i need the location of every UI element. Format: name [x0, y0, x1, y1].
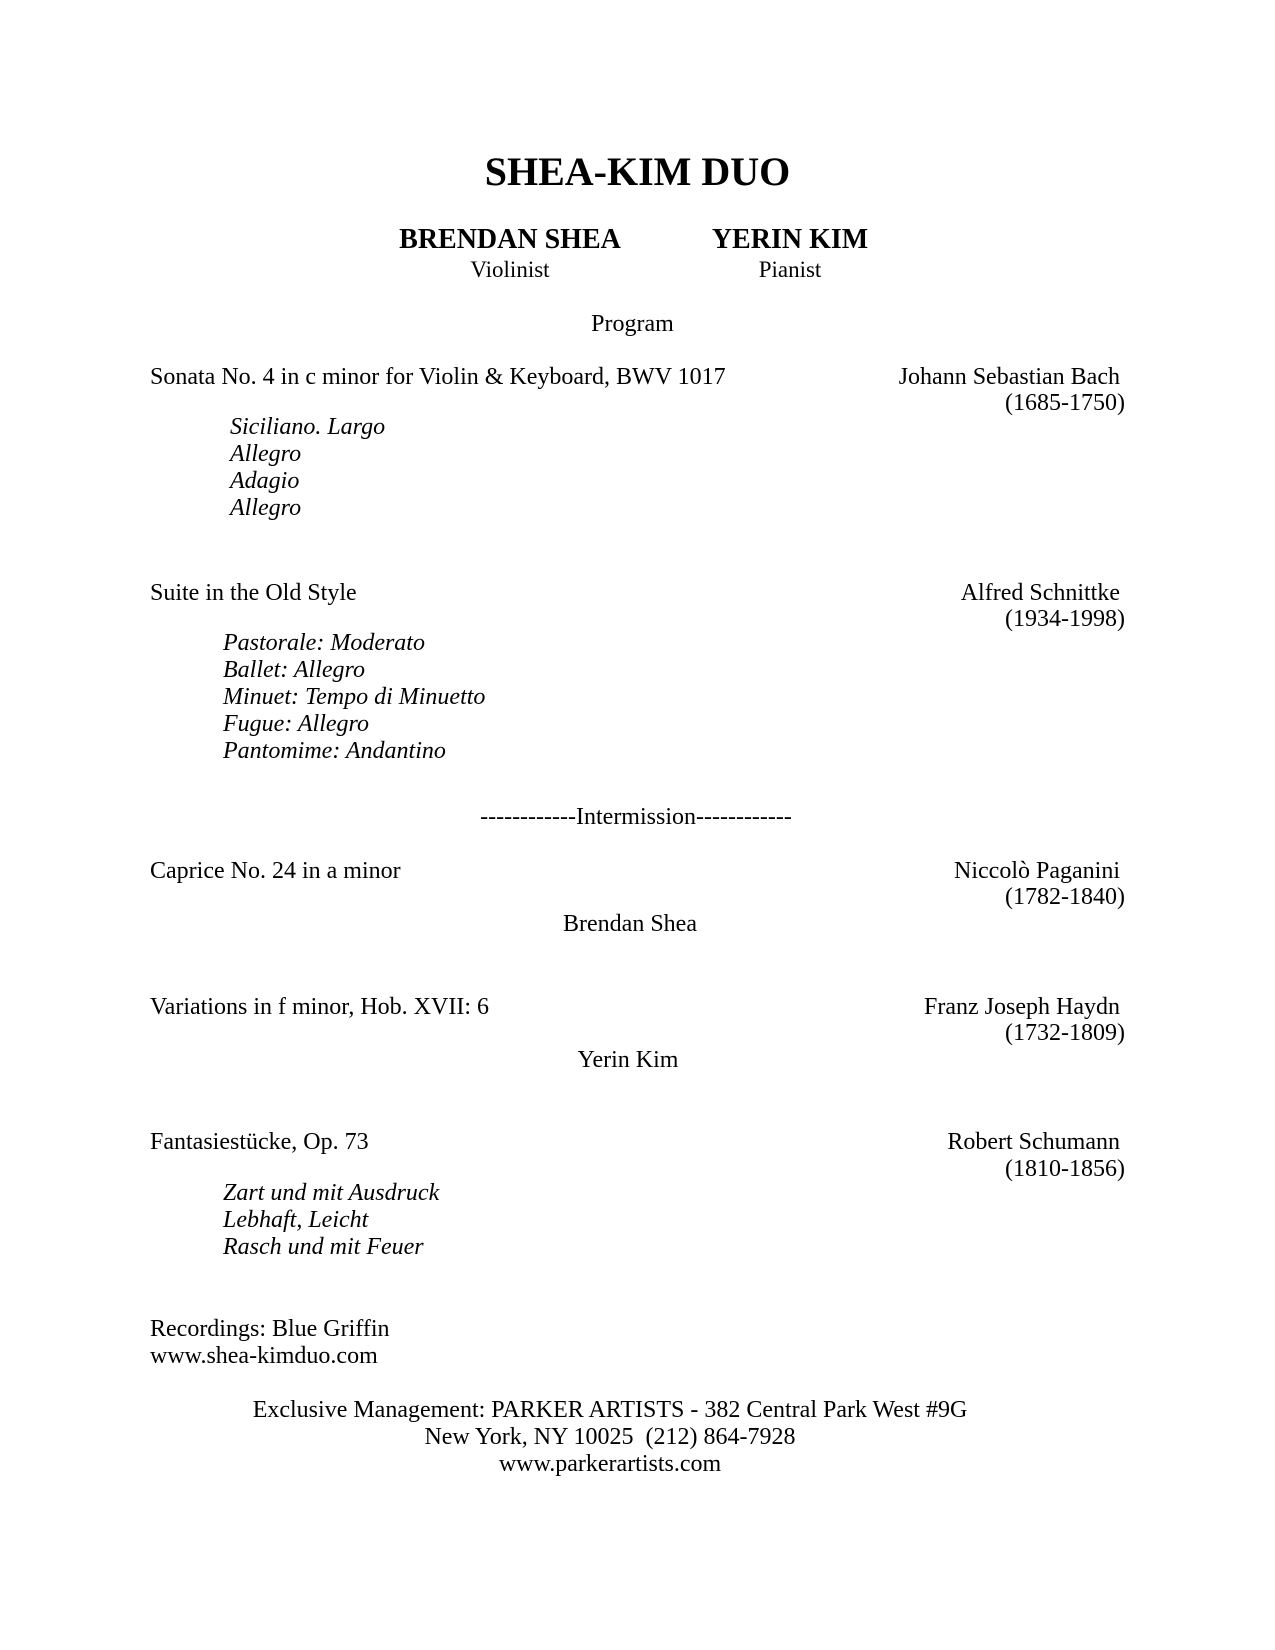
recordings-label: Recordings: Blue Griffin: [150, 1316, 390, 1342]
program-heading: Program: [591, 311, 674, 337]
movement-item: Zart und mit Ausdruck: [223, 1180, 440, 1206]
work-composer-dates: (1782-1840): [1005, 884, 1125, 910]
management-info: [0, 1397, 1220, 1478]
work-title: Sonata No. 4 in c minor for Violin & Keyboard, BWV 1017: [150, 364, 726, 390]
movement-item: Allegro: [230, 495, 302, 521]
movement-item: Lebhaft, Leicht: [223, 1207, 369, 1233]
management-address: New York, NY 10025 (212) 864-7928: [424, 1424, 796, 1450]
movement-item: Rasch und mit Feuer: [223, 1234, 424, 1260]
work-composer: Alfred Schnittke: [960, 580, 1120, 606]
duo-website-link[interactable]: www.shea-kimduo.com: [150, 1343, 378, 1369]
movement-list: [223, 1180, 439, 1261]
movement-item: Fugue: Allegro: [223, 711, 369, 737]
work-performer: Yerin Kim: [577, 1047, 679, 1073]
performer-name-violinist: BRENDAN SHEA: [399, 224, 621, 255]
work-title: Variations in f minor, Hob. XVII: 6: [150, 994, 489, 1020]
work-title: Fantasiestücke, Op. 73: [150, 1129, 369, 1155]
movement-list: [223, 630, 485, 765]
work-composer-dates: (1685-1750): [1005, 390, 1125, 416]
recordings-info: [150, 1316, 390, 1370]
performer-name-pianist: YERIN KIM: [711, 224, 869, 255]
management-line: Exclusive Management: PARKER ARTISTS - 382 Central Park West #9G: [252, 1397, 968, 1423]
work-composer-dates: (1934-1998): [1005, 606, 1125, 632]
work-composer: Niccolò Paganini: [954, 858, 1120, 884]
work-title: Caprice No. 24 in a minor: [150, 858, 401, 884]
management-website-link[interactable]: www.parkerartists.com: [498, 1451, 722, 1477]
performer-role-pianist: Pianist: [758, 257, 822, 282]
work-composer: Robert Schumann: [947, 1129, 1120, 1155]
work-composer: Franz Joseph Haydn: [924, 994, 1120, 1020]
work-title: Suite in the Old Style: [150, 580, 357, 606]
movement-item: Adagio: [230, 468, 300, 494]
intermission-divider: ------------Intermission------------: [480, 804, 792, 830]
work-performer: Brendan Shea: [563, 911, 697, 937]
movement-item: Pastorale: Moderato: [223, 630, 425, 656]
performer-role-violinist: Violinist: [470, 257, 550, 282]
work-composer-dates: (1732-1809): [1005, 1020, 1125, 1046]
movement-item: Allegro: [230, 441, 302, 467]
movement-item: Pantomime: Andantino: [223, 738, 446, 764]
movement-item: Ballet: Allegro: [223, 657, 365, 683]
movement-item: Siciliano. Largo: [230, 414, 386, 440]
work-composer-dates: (1810-1856): [1005, 1156, 1125, 1182]
movement-list: [230, 414, 385, 522]
duo-title: SHEA-KIM DUO: [484, 149, 791, 194]
work-composer: Johann Sebastian Bach: [898, 364, 1120, 390]
movement-item: Minuet: Tempo di Minuetto: [223, 684, 486, 710]
